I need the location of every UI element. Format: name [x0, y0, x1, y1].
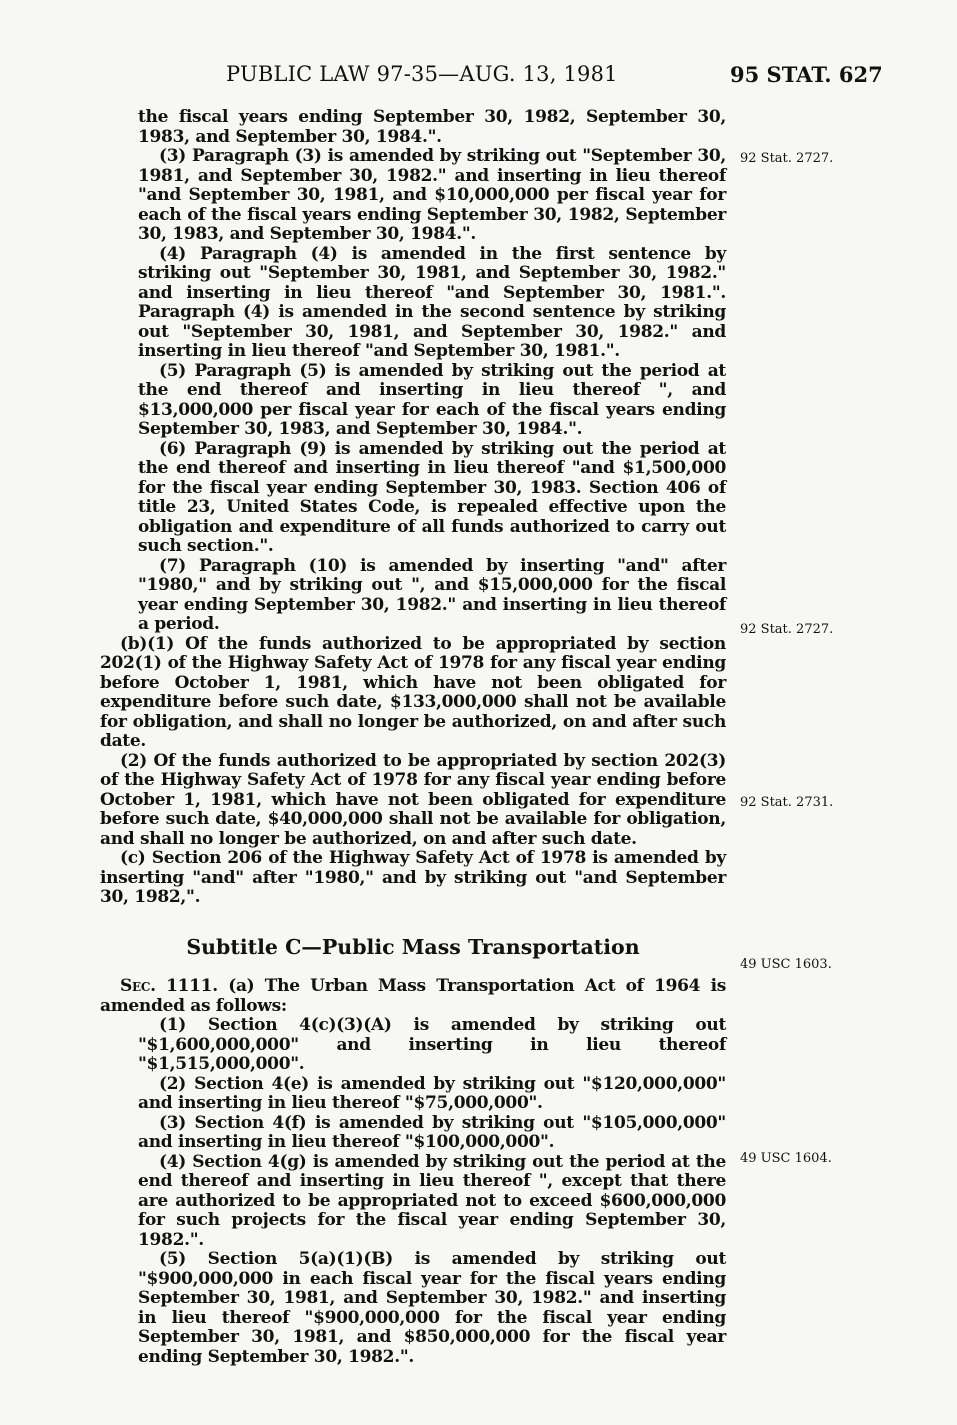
paragraph-b1: (b)(1) Of the funds authorized to be appropriated by section 202(1) of the Highway Safety Act of 1978 for any fiscal year ending before October 1, 1981, which have not been obligated for expenditure before such date, $133,000,000 shall not be available for obligation, and shall no longer be authorized, on and after such date. — [100, 633, 726, 751]
margin-note: 92 Stat. 2731. — [740, 795, 834, 810]
paragraph-1111-1: (1) Section 4(c)(3)(A) is amended by striking out "$1,600,000,000" and inserting in lieu thereof "$1,515,000,000". — [138, 1015, 726, 1074]
header-stat-page: 95 STAT. 627 — [730, 62, 883, 87]
paragraph-a4: (4) Paragraph (4) is amended in the first sentence by striking out "September 30, 1981, and September 30, 1982." and inserting in lieu thereof "and September 30, 1981.". Paragraph (4) is amended in the second sentence by striking out "September 30, 1981, and September 30, 1982." and inserting in lieu thereof "and September 30, 1981.". — [138, 243, 726, 361]
margin-note: 49 USC 1603. — [740, 957, 832, 972]
paragraph-a3: (3) Paragraph (3) is amended by striking out "September 30, 1981, and September 30, 1982." and inserting in lieu thereof "and September 30, 1981, and $10,000,000 per fiscal year for each of the fiscal years ending September 30, 1982, September 30, 1983, and September 30, 1984.". — [138, 146, 726, 244]
paragraph-1111-4: (4) Section 4(g) is amended by striking out the period at the end thereof and inserting in lieu thereof ", except that there are authorized to be appropriated not to exceed $600,000,000 for such projects for the fiscal year ending September 30, 1982.". — [138, 1151, 726, 1250]
paragraph-a7: (7) Paragraph (10) is amended by inserting "and" after "1980," and by striking out ", and $15,000,000 for the fiscal year ending September 30, 1982." and inserting in lieu thereof a period. — [138, 555, 726, 634]
section-label: Sec. — [120, 976, 156, 996]
running-header — [0, 60, 957, 90]
paragraph-c: (c) Section 206 of the Highway Safety Act of 1978 is amended by inserting "and" after "1980," and by striking out "and September 30, 1982,". — [100, 848, 726, 907]
paragraph-1111-2: (2) Section 4(e) is amended by striking out "$120,000,000" and inserting in lieu thereof "$75,000,000". — [138, 1073, 726, 1113]
paragraph-sec-1111 — [100, 977, 726, 1016]
header-title: PUBLIC LAW 97-35—AUG. 13, 1981 — [226, 62, 618, 86]
section-1111-text: 1111. (a) The Urban Mass Transportation Act of 1964 is amended as follows: — [100, 976, 726, 1016]
paragraph-a5: (5) Paragraph (5) is amended by striking out the period at the end thereof and inserting in lieu thereof ", and $13,000,000 per fiscal year for each of the fiscal years ending September 30, 1983, and September 30, 1984.". — [138, 360, 726, 439]
paragraph-1111-3: (3) Section 4(f) is amended by striking out "$105,000,000" and inserting in lieu thereof "$100,000,000". — [138, 1112, 726, 1152]
paragraph-1111-5: (5) Section 5(a)(1)(B) is amended by striking out "$900,000,000 in each fiscal year for the fiscal years ending September 30, 1981, and September 30, 1982." and inserting in lieu thereof "$900,000,000 for the fiscal year ending September 30, 1981, and $850,000,000 for the fiscal year ending September 30, 1982.". — [138, 1249, 726, 1367]
body-text — [100, 108, 726, 1367]
margin-note: 92 Stat. 2727. — [740, 151, 834, 166]
paragraph-b2: (2) Of the funds authorized to be appropriated by section 202(3) of the Highway Safety Act of 1978 for any fiscal year ending before October 1, 1981, which have not been obligated for expenditure before such date, $40,000,000 shall not be available for obligation, and shall no longer be authorized, on and after such date. — [100, 750, 726, 849]
margin-note: 49 USC 1604. — [740, 1151, 832, 1166]
margin-note: 92 Stat. 2727. — [740, 622, 834, 637]
paragraph-a6: (6) Paragraph (9) is amended by striking out the period at the end thereof and inserting in lieu thereof "and $1,500,000 for the fiscal year ending September 30, 1983. Section 406 of title 23, United States Code, is repealed effective upon the obligation and expenditure of all funds authorized to carry out such section.". — [138, 438, 726, 556]
subtitle-heading: Subtitle C—Public Mass Transportation — [186, 934, 640, 959]
paragraph-continuation: the fiscal years ending September 30, 1982, September 30, 1983, and September 30, 1984.". — [138, 107, 726, 147]
